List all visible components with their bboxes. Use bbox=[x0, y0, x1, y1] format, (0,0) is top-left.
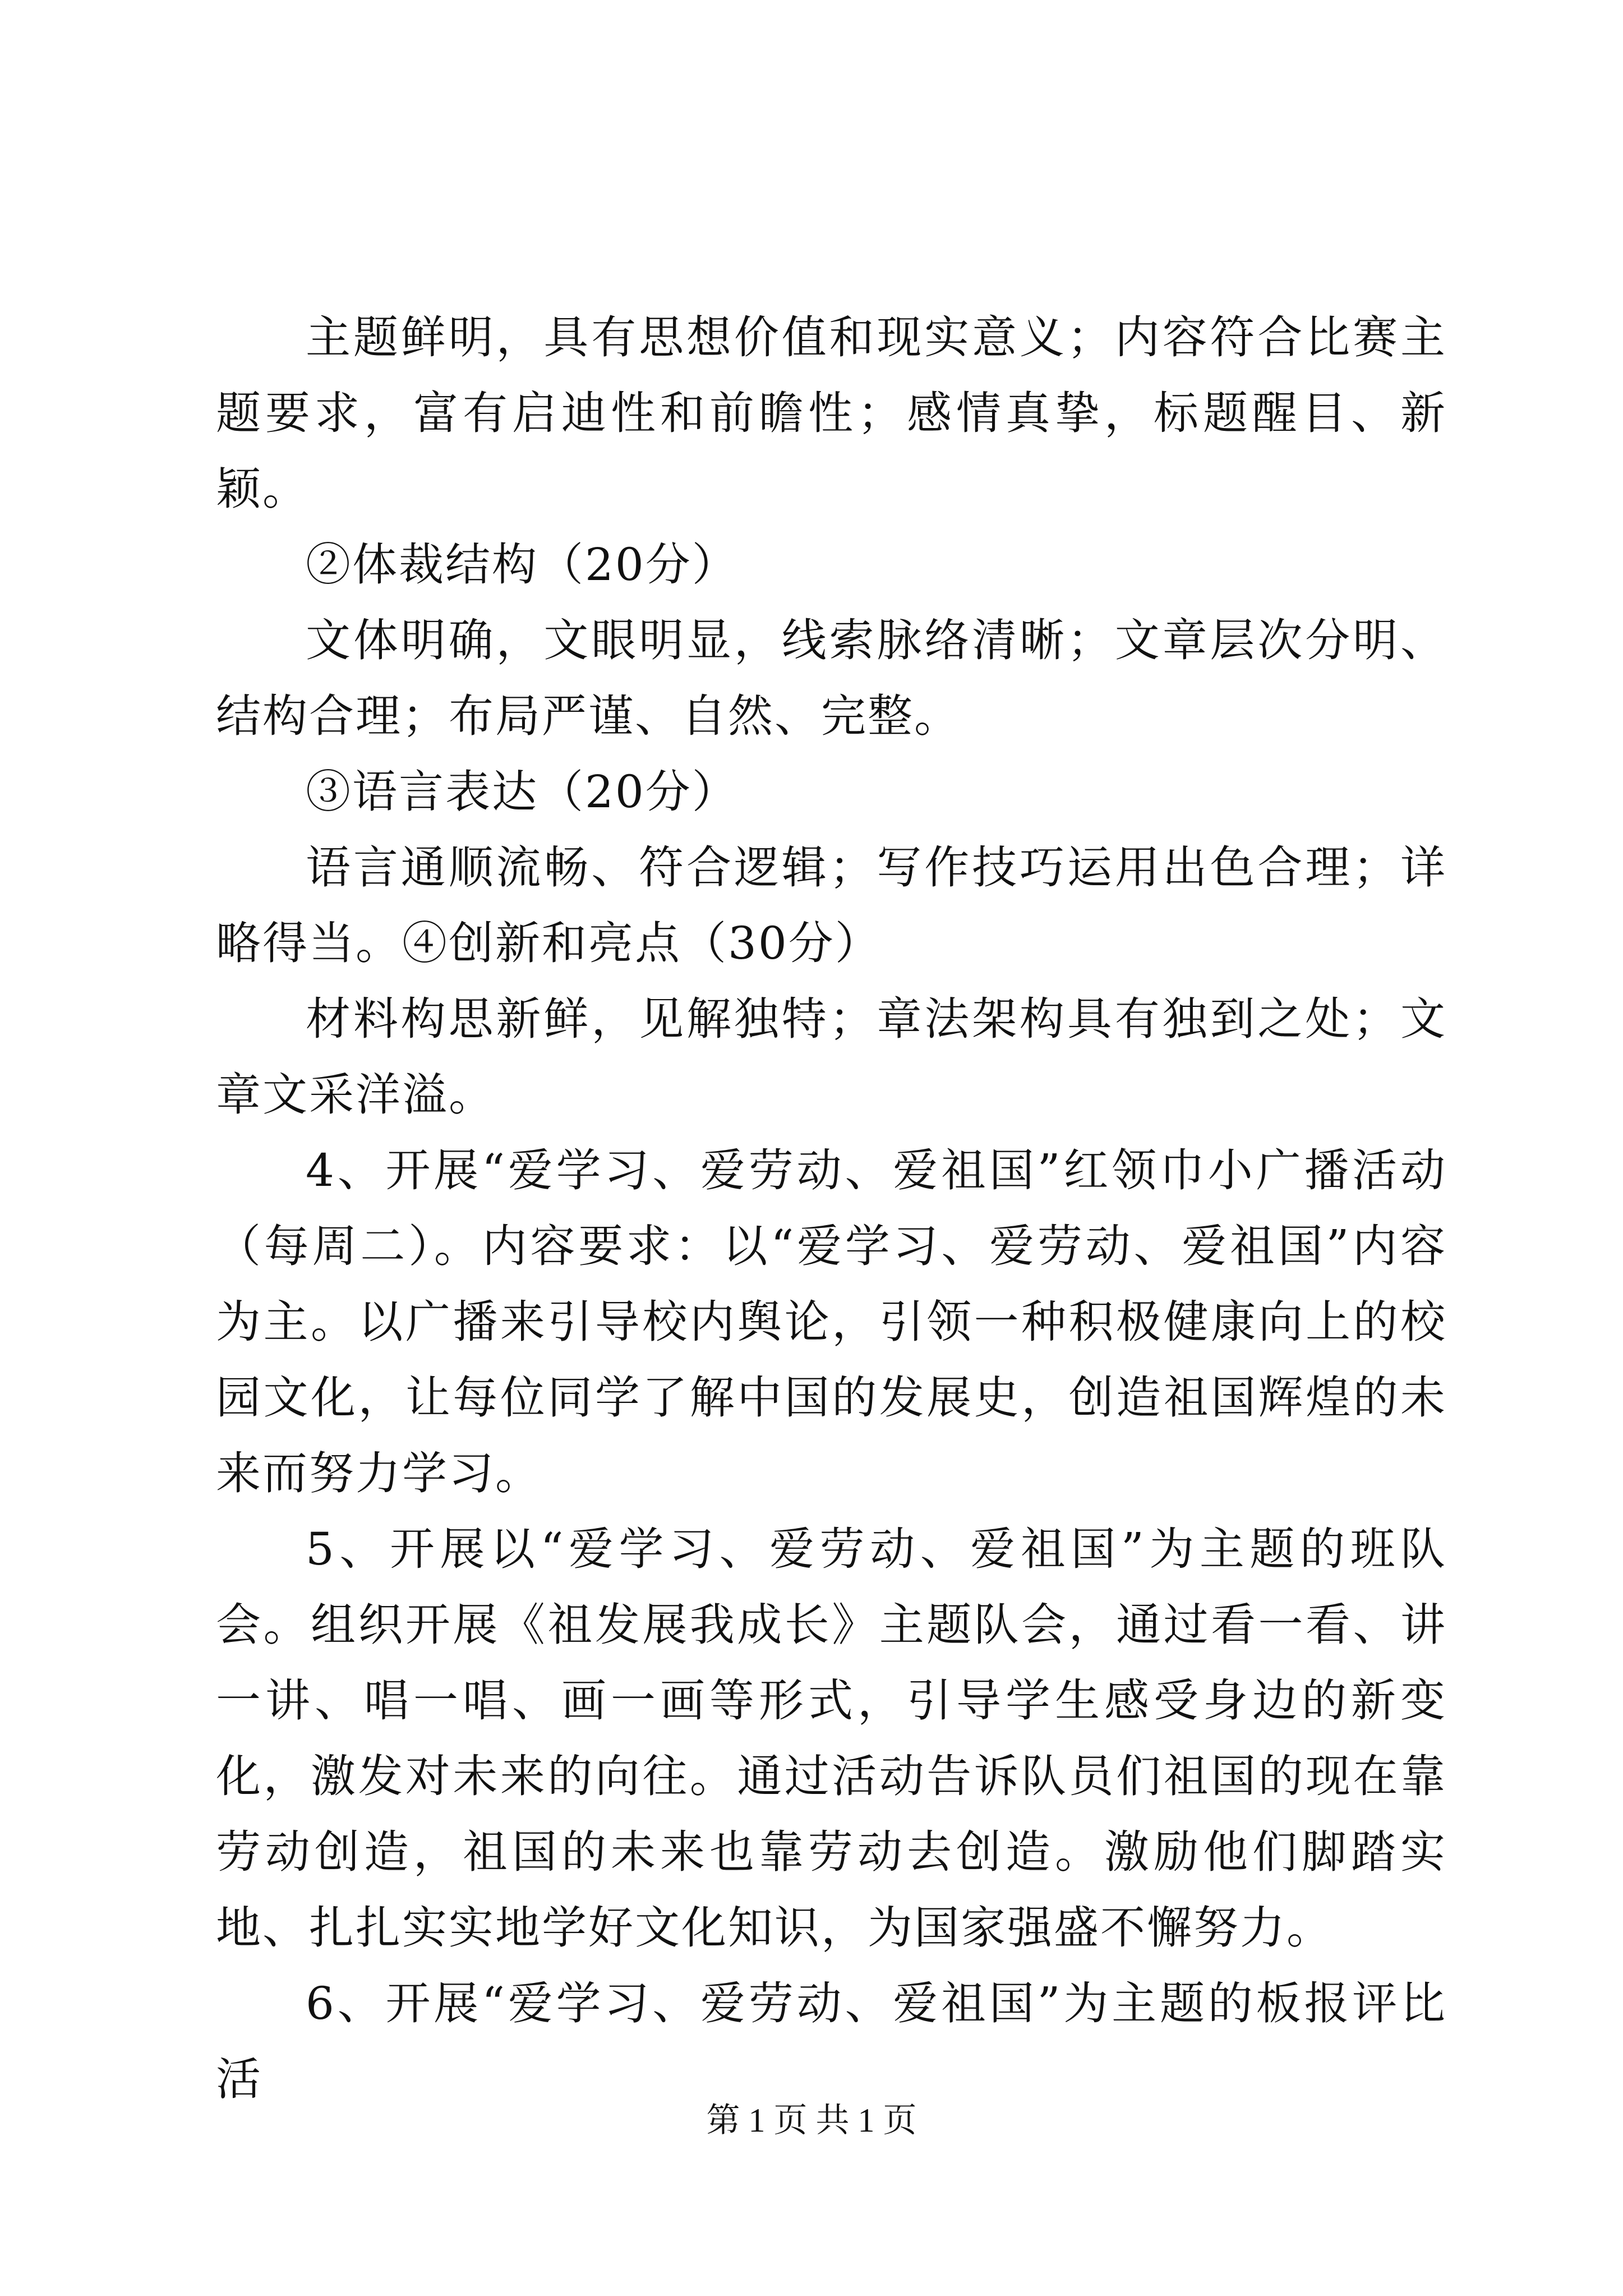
paragraph-genre-structure: 文体明确，文眼明显，线索脉络清晰；文章层次分明、结构合理；布局严谨、自然、完整。 bbox=[216, 614, 1447, 742]
heading-language-expression: ③语言表达（20分） bbox=[306, 766, 739, 818]
paragraph-item-6-blackboard: 6、开展“爱学习、爱劳动、爱祖国”为主题的板报评比活 bbox=[216, 1977, 1447, 2105]
paragraph-theme-criteria: 主题鲜明，具有思想价值和现实意义；内容符合比赛主题要求，富有启迪性和前瞻性；感情真挚，标题醒目、新颖。 bbox=[216, 311, 1447, 515]
paragraph-language-expression: 语言通顺流畅、符合逻辑；写作技巧运用出色合理；详略得当。④创新和亮点（30分） bbox=[216, 841, 1447, 969]
page-footer: 第 1 页 共 1 页 bbox=[706, 2102, 917, 2139]
document-body bbox=[216, 300, 1447, 2117]
paragraph-item-4-broadcast: 4、开展“爱学习、爱劳动、爱祖国”红领巾小广播活动（每周二）。内容要求：以“爱学习、爱劳动、爱祖国”内容为主。以广播来引导校内舆论，引领一种积极健康向上的校园文化，让每位同学了解中国的发展史，创造祖国辉煌的未来而努力学习。 bbox=[216, 1144, 1447, 1499]
paragraph-item-5-class-meeting: 5、开展以“爱学习、爱劳动、爱祖国”为主题的班队会。组织开展《祖发展我成长》主题队会，通过看一看、讲一讲、唱一唱、画一画等形式，引导学生感受身边的新变化，激发对未来的向往。通过活动告诉队员们祖国的现在靠劳动创造，祖国的未来也靠劳动去创造。激励他们脚踏实地、扎扎实实地学好文化知识，为国家强盛不懈努力。 bbox=[216, 1523, 1447, 1954]
paragraph-innovation: 材料构思新鲜，见解独特；章法架构具有独到之处；文章文采洋溢。 bbox=[216, 993, 1447, 1121]
heading-genre-structure: ②体裁结构（20分） bbox=[306, 539, 739, 591]
